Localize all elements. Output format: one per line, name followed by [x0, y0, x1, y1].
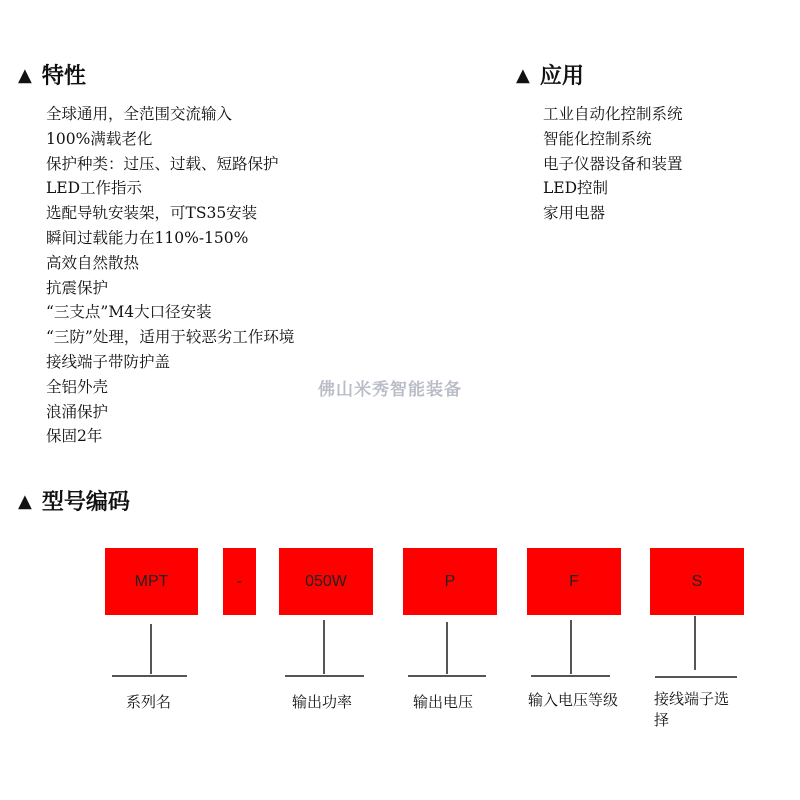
connector-base-line: [285, 675, 364, 677]
feature-item: 高效自然散热: [46, 253, 140, 272]
code-box-input-voltage: F: [527, 548, 621, 615]
feature-item: 瞬间过载能力在110%-150%: [46, 228, 249, 247]
feature-item: “三防”处理，适用于较恶劣工作环境: [46, 328, 295, 347]
connector-base-line: [112, 675, 187, 677]
code-box-separator: -: [223, 548, 256, 615]
code-box-terminal: S: [650, 548, 744, 615]
triangle-bullet-icon: ▲: [18, 491, 32, 512]
application-item: 工业自动化控制系统: [543, 105, 683, 123]
feature-item: 全铝外壳: [46, 377, 109, 396]
feature-item: 选配导轨安装架，可TS35安装: [46, 204, 258, 223]
feature-item: LED工作指示: [46, 179, 143, 198]
feature-item: “三支点”M4大口径安装: [46, 303, 212, 322]
connector-base-line: [531, 675, 610, 677]
model-code-heading: [18, 488, 130, 517]
label-input-voltage-grade: 输入电压等级: [528, 691, 619, 709]
application-item: 家用电器: [543, 204, 606, 223]
model-code-title: 型号编码: [41, 490, 130, 515]
features-list: [46, 102, 294, 449]
feature-item: 100%满载老化: [46, 129, 153, 148]
features-title: 特性: [41, 64, 86, 89]
code-box-series: MPT: [105, 548, 198, 615]
connector-line: [570, 620, 572, 674]
feature-item: 保护种类：过压、过载、短路保护: [46, 154, 279, 173]
code-box-output-voltage: P: [403, 548, 497, 615]
company-watermark: 佛山米秀智能装备: [318, 380, 462, 400]
connector-base-line: [655, 676, 737, 678]
label-output-voltage: 输出电压: [413, 693, 474, 711]
applications-heading: [516, 62, 584, 91]
connector-line: [323, 620, 325, 674]
application-item: 智能化控制系统: [543, 129, 652, 148]
applications-title: 应用: [539, 64, 584, 89]
feature-item: 保固2年: [46, 427, 103, 446]
feature-item: 全球通用，全范围交流输入: [46, 105, 233, 123]
label-output-power: 输出功率: [292, 693, 353, 711]
feature-item: 浪涌保护: [46, 402, 109, 421]
connector-base-line: [408, 675, 486, 677]
feature-item: 抗震保护: [46, 278, 109, 297]
connector-line: [150, 624, 152, 674]
code-box-power: 050W: [279, 548, 373, 615]
application-item: 电子仪器设备和装置: [543, 154, 683, 173]
connector-line: [694, 616, 696, 670]
features-heading: [18, 62, 86, 91]
connector-line: [446, 622, 448, 674]
triangle-bullet-icon: ▲: [516, 65, 530, 86]
feature-item: 接线端子带防护盖: [46, 352, 171, 371]
applications-list: [543, 102, 683, 226]
application-item: LED控制: [543, 179, 609, 198]
label-series-name: 系列名: [126, 693, 172, 711]
triangle-bullet-icon: ▲: [18, 65, 32, 86]
label-terminal-option: 接线端子选择: [654, 690, 730, 729]
